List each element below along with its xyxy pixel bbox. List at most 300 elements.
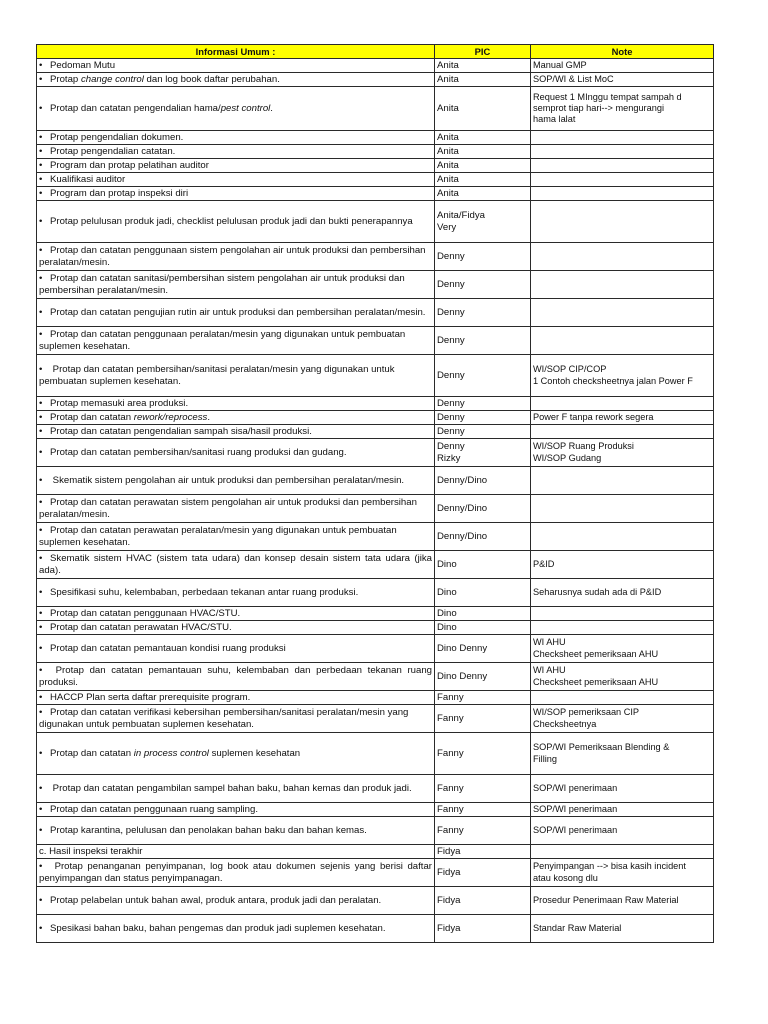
info-cell: [37, 663, 435, 691]
note-cell: [531, 397, 714, 411]
note-line: WI/SOP pemeriksaan CIP: [533, 707, 640, 718]
pic-name: Fanny: [437, 803, 464, 815]
pic-name: Denny: [437, 334, 465, 346]
pic-name: Denny: [437, 278, 465, 290]
info-cell: [37, 635, 435, 663]
pic-cell: [435, 733, 531, 775]
info-text: Protap dan catatan verifikasi kebersihan pembersihan/sanitasi peralatan/mesin yang digunakan untuk pembuatan suplemen kesehatan.: [39, 707, 409, 730]
info-text: Pedoman Mutu: [50, 59, 116, 71]
bullet-icon: •: [39, 411, 43, 423]
info-cell: [37, 691, 435, 705]
bullet-icon: •: [39, 747, 43, 759]
info-text-italic: change control: [80, 73, 144, 85]
info-text: Skematik sistem HVAC (sistem tata udara) dan konsep desain sistem tata udara (jika ada).: [39, 553, 432, 576]
bullet-icon: •: [39, 273, 43, 285]
pic-cell: [435, 495, 531, 523]
pic-name: Fanny: [437, 824, 464, 836]
info-cell: [37, 775, 435, 803]
table-row: [37, 845, 714, 859]
table-row: [37, 859, 714, 887]
table-row: [37, 145, 714, 159]
bullet-icon: •: [39, 474, 43, 486]
note-line: P&ID: [533, 558, 555, 569]
pic-cell: [435, 579, 531, 607]
pic-name: Denny/Dino: [437, 502, 488, 514]
note-cell: [531, 551, 714, 579]
info-text: .: [270, 102, 273, 114]
bullet-icon: •: [39, 159, 43, 171]
note-line: Standar Raw Material: [533, 922, 622, 933]
bullet-icon: •: [39, 102, 43, 114]
pic-cell: [435, 551, 531, 579]
pic-cell: [435, 145, 531, 159]
table-row: [37, 201, 714, 243]
note-cell: [531, 131, 714, 145]
bullet-icon: •: [39, 364, 43, 376]
info-text: Protap dan catatan penggunaan sistem pengolahan air untuk produksi dan pembersihan peralatan/mesin.: [39, 245, 426, 268]
gmp-checklist-table: [36, 44, 714, 943]
info-cell: [37, 243, 435, 271]
info-cell: [37, 397, 435, 411]
bullet-icon: •: [39, 922, 43, 934]
info-text: c. Hasil inspeksi terakhir: [39, 845, 143, 857]
note-cell: [531, 187, 714, 201]
info-text: Protap dan catatan pembersihan/sanitasi ruang produksi dan gudang.: [50, 446, 347, 458]
bullet-icon: •: [39, 707, 43, 719]
note-cell: [531, 439, 714, 467]
info-text: Protap dan catatan: [50, 747, 134, 759]
header-row: [37, 45, 714, 59]
note-cell: [531, 59, 714, 73]
table-row: [37, 355, 714, 397]
info-cell: [37, 299, 435, 327]
info-text-italic: pest control: [220, 102, 271, 114]
info-text: Spesikasi bahan baku, bahan pengemas dan produk jadi suplemen kesehatan.: [50, 922, 386, 934]
info-cell: [37, 145, 435, 159]
note-line: SOP/WI Pemeriksaan Blending &: [533, 742, 670, 753]
pic-name: Denny: [437, 441, 465, 453]
table-row: [37, 187, 714, 201]
pic-cell: [435, 691, 531, 705]
bullet-icon: •: [39, 173, 43, 185]
info-text: Protap dan catatan penggunaan peralatan/mesin yang digunakan untuk pembuatan suplemen kesehatan.: [39, 329, 406, 352]
bullet-icon: •: [39, 586, 43, 598]
note-line: WI AHU: [533, 637, 566, 648]
info-cell: [37, 73, 435, 87]
table-row: [37, 411, 714, 425]
info-cell: [37, 887, 435, 915]
info-text: Protap dan catatan sanitasi/pembersihan sistem pengolahan air untuk produksi dan pembersihan peralatan/mesin.: [39, 273, 405, 296]
table-row: [37, 551, 714, 579]
info-cell: [37, 439, 435, 467]
table-row: [37, 663, 714, 691]
info-cell: [37, 915, 435, 943]
table-row: [37, 467, 714, 495]
pic-cell: [435, 425, 531, 439]
note-line: Checksheet pemeriksaan AHU: [533, 648, 659, 659]
note-cell: [531, 425, 714, 439]
pic-cell: [435, 705, 531, 733]
pic-name: Denny: [437, 250, 465, 262]
pic-name: Fidya: [437, 845, 461, 857]
table-row: [37, 775, 714, 803]
note-line: hama lalat: [533, 114, 576, 125]
pic-cell: [435, 201, 531, 243]
pic-cell: [435, 523, 531, 551]
note-cell: [531, 271, 714, 299]
info-cell: [37, 187, 435, 201]
note-cell: [531, 579, 714, 607]
pic-cell: [435, 775, 531, 803]
header-informasi-umum: Informasi Umum :: [37, 45, 435, 59]
note-line: Prosedur Penerimaan Raw Material: [533, 894, 679, 905]
header-note: Note: [531, 45, 714, 59]
pic-cell: [435, 467, 531, 495]
info-text: Protap pengendalian catatan.: [50, 145, 176, 157]
bullet-icon: •: [39, 621, 43, 633]
table-row: [37, 397, 714, 411]
note-cell: [531, 173, 714, 187]
info-text: Protap dan catatan pembersihan/sanitasi peralatan/mesin yang digunakan untuk pembuatan suplemen kesehatan.: [39, 364, 395, 387]
note-line: WI AHU: [533, 665, 566, 676]
info-cell: [37, 87, 435, 131]
info-cell: [37, 817, 435, 845]
bullet-icon: •: [39, 187, 43, 199]
table-row: [37, 271, 714, 299]
info-text: Protap dan catatan perawatan HVAC/STU.: [50, 621, 232, 633]
note-cell: [531, 411, 714, 425]
note-cell: [531, 243, 714, 271]
note-cell: [531, 887, 714, 915]
table-row: [37, 733, 714, 775]
pic-cell: [435, 87, 531, 131]
note-line: 1 Contoh checksheetnya jalan Power F: [533, 375, 693, 386]
info-cell: [37, 733, 435, 775]
table-row: [37, 243, 714, 271]
note-cell: [531, 495, 714, 523]
pic-name: Fidya: [437, 866, 461, 878]
bullet-icon: •: [39, 397, 43, 409]
table-row: [37, 607, 714, 621]
info-text: dan log book daftar perubahan.: [143, 73, 280, 85]
pic-cell: [435, 887, 531, 915]
info-text: Program dan protap inspeksi diri: [50, 187, 189, 199]
pic-cell: [435, 243, 531, 271]
pic-cell: [435, 859, 531, 887]
note-cell: [531, 327, 714, 355]
note-cell: [531, 201, 714, 243]
info-cell: [37, 551, 435, 579]
note-cell: [531, 691, 714, 705]
info-text: Program dan protap pelatihan auditor: [50, 159, 209, 171]
pic-name: Denny/Dino: [437, 474, 488, 486]
note-cell: [531, 73, 714, 87]
pic-name: Dino: [437, 586, 457, 598]
table-row: [37, 705, 714, 733]
bullet-icon: •: [39, 245, 43, 257]
info-text: Protap dan catatan pemantauan suhu, kelembaban dan perbedaan tekanan ruang produksi.: [39, 665, 432, 688]
note-cell: [531, 299, 714, 327]
info-cell: [37, 425, 435, 439]
pic-name: Anita: [437, 187, 459, 199]
table-row: [37, 915, 714, 943]
pic-name: Fanny: [437, 747, 464, 759]
bullet-icon: •: [39, 131, 43, 143]
note-line: Checksheetnya: [533, 718, 597, 729]
note-cell: [531, 859, 714, 887]
note-cell: [531, 159, 714, 173]
info-text-italic: in process control: [133, 747, 209, 759]
table-row: [37, 803, 714, 817]
info-text: Protap dan catatan pengambilan sampel bahan baku, bahan kemas dan produk jadi.: [50, 782, 412, 794]
pic-name: Fanny: [437, 691, 464, 703]
table-row: [37, 87, 714, 131]
bullet-icon: •: [39, 329, 43, 341]
pic-cell: [435, 915, 531, 943]
note-line: WI/SOP Gudang: [533, 452, 602, 463]
info-text: Skematik sistem pengolahan air untuk produksi dan pembersihan peralatan/mesin.: [50, 474, 405, 486]
pic-name: Denny/Dino: [437, 530, 488, 542]
note-cell: [531, 705, 714, 733]
note-cell: [531, 87, 714, 131]
info-cell: [37, 201, 435, 243]
info-text: .: [207, 411, 210, 423]
pic-name: Anita: [437, 59, 459, 71]
bullet-icon: •: [39, 497, 43, 509]
bullet-icon: •: [39, 59, 43, 71]
pic-cell: [435, 327, 531, 355]
pic-name: Dino Denny: [437, 670, 488, 682]
pic-name: Anita: [437, 159, 459, 171]
pic-cell: [435, 621, 531, 635]
pic-name: Very: [437, 221, 457, 233]
table-row: [37, 495, 714, 523]
table-row: [37, 691, 714, 705]
pic-cell: [435, 635, 531, 663]
info-cell: [37, 159, 435, 173]
note-line: atau kosong dlu: [533, 872, 598, 883]
info-text: Protap pelabelan untuk bahan awal, produk antara, produk jadi dan peralatan.: [50, 894, 382, 906]
bullet-icon: •: [39, 861, 43, 873]
info-text-italic: rework/reprocess: [133, 411, 208, 423]
pic-name: Anita: [437, 102, 459, 114]
info-cell: [37, 467, 435, 495]
info-cell: [37, 327, 435, 355]
table-row: [37, 131, 714, 145]
pic-name: Fanny: [437, 712, 464, 724]
info-text: HACCP Plan serta daftar prerequisite program.: [50, 691, 251, 703]
pic-name: Fanny: [437, 782, 464, 794]
pic-cell: [435, 607, 531, 621]
pic-cell: [435, 271, 531, 299]
bullet-icon: •: [39, 306, 43, 318]
info-cell: [37, 355, 435, 397]
bullet-icon: •: [39, 691, 43, 703]
bullet-icon: •: [39, 525, 43, 537]
note-line: Request 1 MInggu tempat sampah d: [533, 91, 682, 102]
info-cell: [37, 495, 435, 523]
table-row: [37, 439, 714, 467]
pic-name: Fidya: [437, 894, 461, 906]
table-row: [37, 621, 714, 635]
bullet-icon: •: [39, 607, 43, 619]
bullet-icon: •: [39, 782, 43, 794]
pic-name: Denny: [437, 411, 465, 423]
pic-name: Anita: [437, 145, 459, 157]
note-cell: [531, 845, 714, 859]
info-cell: [37, 173, 435, 187]
info-cell: [37, 59, 435, 73]
pic-cell: [435, 663, 531, 691]
table-row: [37, 523, 714, 551]
note-cell: [531, 733, 714, 775]
pic-name: Anita: [437, 173, 459, 185]
info-cell: [37, 607, 435, 621]
note-line: SOP/WI penerimaan: [533, 824, 618, 835]
bullet-icon: •: [39, 215, 43, 227]
pic-name: Dino: [437, 607, 457, 619]
bullet-icon: •: [39, 824, 43, 836]
info-cell: [37, 523, 435, 551]
note-line: Manual GMP: [533, 59, 587, 70]
pic-cell: [435, 299, 531, 327]
header-pic: PIC: [435, 45, 531, 59]
note-line: SOP/WI & List MoC: [533, 73, 614, 84]
info-text: Protap dan catatan penggunaan HVAC/STU.: [50, 607, 241, 619]
info-text: Protap penanganan penyimpanan, log book atau dokumen sejenis yang berisi daftar penyimpangan dan status penyimpanagan.: [39, 861, 432, 884]
info-text: Protap pengendalian dokumen.: [50, 131, 184, 143]
info-text: Protap dan catatan pengendalian sampah sisa/hasil produksi.: [50, 425, 312, 437]
info-cell: [37, 411, 435, 425]
note-cell: [531, 355, 714, 397]
info-text: Protap dan catatan perawatan sistem pengolahan air untuk produksi dan pembersihan peralatan/mesin.: [39, 497, 417, 520]
note-cell: [531, 523, 714, 551]
info-cell: [37, 859, 435, 887]
bullet-icon: •: [39, 446, 43, 458]
pic-name: Denny: [437, 306, 465, 318]
info-cell: [37, 131, 435, 145]
pic-name: Dino: [437, 558, 457, 570]
pic-cell: [435, 131, 531, 145]
pic-name: Dino Denny: [437, 642, 488, 654]
table-row: [37, 817, 714, 845]
info-text: Protap dan catatan pengujian rutin air untuk produksi dan pembersihan peralatan/mesin.: [50, 306, 426, 318]
table-row: [37, 173, 714, 187]
info-text: suplemen kesehatan: [208, 747, 301, 759]
note-cell: [531, 803, 714, 817]
table-row: [37, 159, 714, 173]
note-line: semprot tiap hari--> mengurangi: [533, 102, 664, 113]
info-cell: [37, 579, 435, 607]
note-cell: [531, 915, 714, 943]
note-line: SOP/WI penerimaan: [533, 782, 618, 793]
note-cell: [531, 817, 714, 845]
info-text: Protap dan catatan: [50, 411, 134, 423]
pic-cell: [435, 439, 531, 467]
note-cell: [531, 607, 714, 621]
bullet-icon: •: [39, 73, 43, 85]
note-cell: [531, 621, 714, 635]
info-text: Protap dan catatan pemantauan kondisi ruang produksi: [50, 642, 286, 654]
bullet-icon: •: [39, 642, 43, 654]
table-row: [37, 887, 714, 915]
pic-name: Anita: [437, 73, 459, 85]
note-cell: [531, 775, 714, 803]
pic-name: Denny: [437, 369, 465, 381]
info-text: Protap dan catatan perawatan peralatan/mesin yang digunakan untuk pembuatan suplemen kesehatan.: [39, 525, 397, 548]
table-row: [37, 327, 714, 355]
pic-name: Rizky: [437, 452, 461, 464]
pic-cell: [435, 397, 531, 411]
bullet-icon: •: [39, 425, 43, 437]
table-row: [37, 635, 714, 663]
info-text: Protap pelulusan produk jadi, checklist pelulusan produk jadi dan bukti penerapannya: [50, 215, 413, 227]
pic-cell: [435, 817, 531, 845]
info-text: Protap dan catatan penggunaan ruang sampling.: [50, 803, 259, 815]
bullet-icon: •: [39, 553, 43, 565]
note-cell: [531, 635, 714, 663]
bullet-icon: •: [39, 894, 43, 906]
note-line: Penyimpangan --> bisa kasih incident: [533, 861, 686, 872]
info-text: Protap memasuki area produksi.: [50, 397, 189, 409]
table-row: [37, 579, 714, 607]
pic-cell: [435, 159, 531, 173]
bullet-icon: •: [39, 803, 43, 815]
note-line: WI/SOP Ruang Produksi: [533, 441, 634, 452]
pic-cell: [435, 73, 531, 87]
pic-name: Dino: [437, 621, 457, 633]
note-line: Power F tanpa rework segera: [533, 411, 654, 422]
bullet-icon: •: [39, 665, 43, 677]
note-cell: [531, 663, 714, 691]
pic-cell: [435, 845, 531, 859]
table-row: [37, 299, 714, 327]
pic-name: Denny: [437, 425, 465, 437]
pic-name: Anita: [437, 131, 459, 143]
note-line: Checksheet pemeriksaan AHU: [533, 676, 659, 687]
table-row: [37, 73, 714, 87]
pic-cell: [435, 411, 531, 425]
pic-cell: [435, 59, 531, 73]
note-cell: [531, 145, 714, 159]
info-cell: [37, 705, 435, 733]
table-row: [37, 425, 714, 439]
note-line: Seharusnya sudah ada di P&ID: [533, 586, 662, 597]
pic-cell: [435, 187, 531, 201]
pic-cell: [435, 355, 531, 397]
note-line: Filling: [533, 753, 557, 764]
info-cell: [37, 803, 435, 817]
pic-cell: [435, 803, 531, 817]
note-cell: [531, 467, 714, 495]
table-row: [37, 59, 714, 73]
info-cell: [37, 271, 435, 299]
info-cell: [37, 845, 435, 859]
pic-cell: [435, 173, 531, 187]
pic-name: Fidya: [437, 922, 461, 934]
info-text: Protap karantina, pelulusan dan penolakan bahan baku dan bahan kemas.: [50, 824, 367, 836]
info-text: Spesifikasi suhu, kelembaban, perbedaan tekanan antar ruang produksi.: [50, 586, 359, 598]
note-line: WI/SOP CIP/COP: [533, 364, 607, 375]
info-text: Protap: [50, 73, 81, 85]
note-line: SOP/WI penerimaan: [533, 803, 618, 814]
pic-name: Denny: [437, 397, 465, 409]
bullet-icon: •: [39, 145, 43, 157]
info-text: Kualifikasi auditor: [50, 173, 126, 185]
pic-name: Anita/Fidya: [437, 210, 485, 222]
info-text: Protap dan catatan pengendalian hama/: [50, 102, 221, 114]
info-cell: [37, 621, 435, 635]
